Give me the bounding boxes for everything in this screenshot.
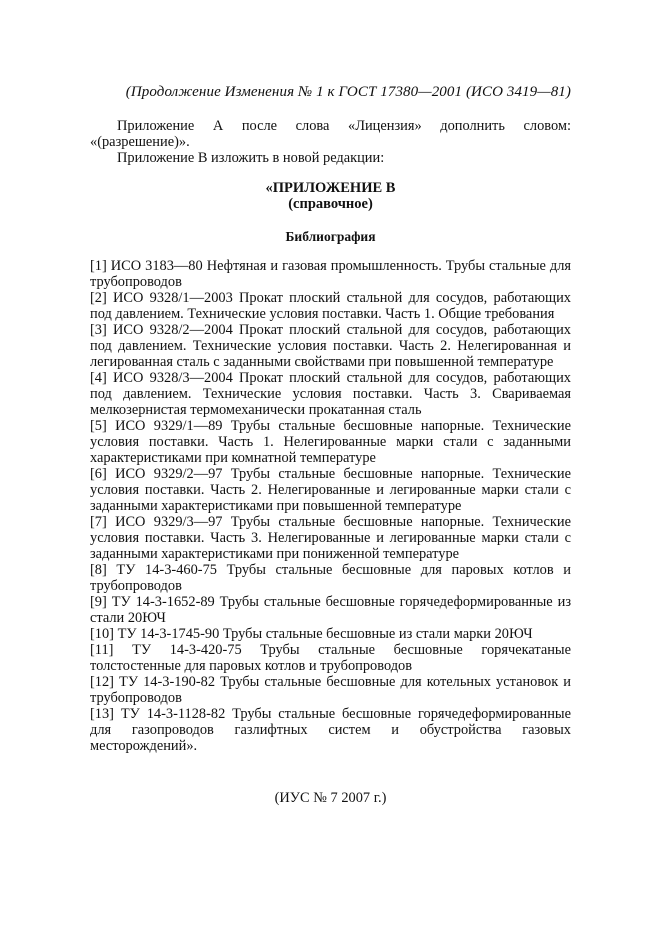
bibliography-entry: [3] ИСО 9328/2—2004 Прокат плоский стальной для сосудов, работающих под давлением. Технические условия поставки. Часть 2. Нелегированная и легированная сталь с заданными свойствами при повышенной температуре [90,322,571,370]
appendix-subtitle: (справочное) [288,196,373,212]
intro-paragraph-1: Приложение А после слова «Лицензия» дополнить словом: «(разрешение)». [90,118,571,150]
bibliography-entry: [9] ТУ 14-3-1652-89 Трубы стальные бесшовные горячедеформированные из стали 20ЮЧ [90,594,571,626]
bibliography-entry: [2] ИСО 9328/1—2003 Прокат плоский стальной для сосудов, работающих под давлением. Технические условия поставки. Часть 1. Общие требования [90,290,571,322]
intro-paragraph-2: Приложение В изложить в новой редакции: [117,150,385,166]
bibliography-title: Библиография [285,229,376,244]
appendix-heading [90,180,571,212]
bibliography-entry: [11] ТУ 14-3-420-75 Трубы стальные бесшовные горячекатаные толстостенные для паровых котлов и трубопроводов [90,642,571,674]
bibliography-entry: [10] ТУ 14-3-1745-90 Трубы стальные бесшовные из стали марки 20ЮЧ [90,626,533,642]
bibliography-entry: [6] ИСО 9329/2—97 Трубы стальные бесшовные напорные. Технические условия поставки. Часть 2. Нелегированные и легированные марки стали с заданными характеристиками при повышенной температуре [90,466,571,514]
bibliography-entry: [8] ТУ 14-3-460-75 Трубы стальные бесшовные для паровых котлов и трубопроводов [90,562,571,594]
bibliography-list [90,258,571,754]
intro-section [90,118,571,166]
bibliography-entry: [7] ИСО 9329/3—97 Трубы стальные бесшовные напорные. Технические условия поставки. Часть 3. Нелегированные и легированные марки стали с заданными характеристиками при пониженной температуре [90,514,571,562]
appendix-title: «ПРИЛОЖЕНИЕ В [265,180,396,196]
bibliography-entry: [1] ИСО 3183—80 Нефтяная и газовая промышленность. Трубы стальные для трубопроводов [90,258,571,290]
bibliography-entry: [13] ТУ 14-3-1128-82 Трубы стальные бесшовные горячедеформированные для газопроводов газлифтных систем и обустройства газовых месторождений». [90,706,571,754]
bibliography-entry: [12] ТУ 14-3-190-82 Трубы стальные бесшовные для котельных установок и трубопроводов [90,674,571,706]
bibliography-entry: [5] ИСО 9329/1—89 Трубы стальные бесшовные напорные. Технические условия поставки. Часть 1. Нелегированные марки стали с заданными характеристиками при комнатной температуре [90,418,571,466]
source-note: (ИУС № 7 2007 г.) [274,790,387,806]
continuation-header: (Продолжение Изменения № 1 к ГОСТ 17380—2001 (ИСО 3419—81) [125,84,571,100]
bibliography-entry: [4] ИСО 9328/3—2004 Прокат плоский стальной для сосудов, работающих под давлением. Технические условия поставки. Часть 3. Свариваемая мелкозернистая термомеханически прокатанная сталь [90,370,571,418]
